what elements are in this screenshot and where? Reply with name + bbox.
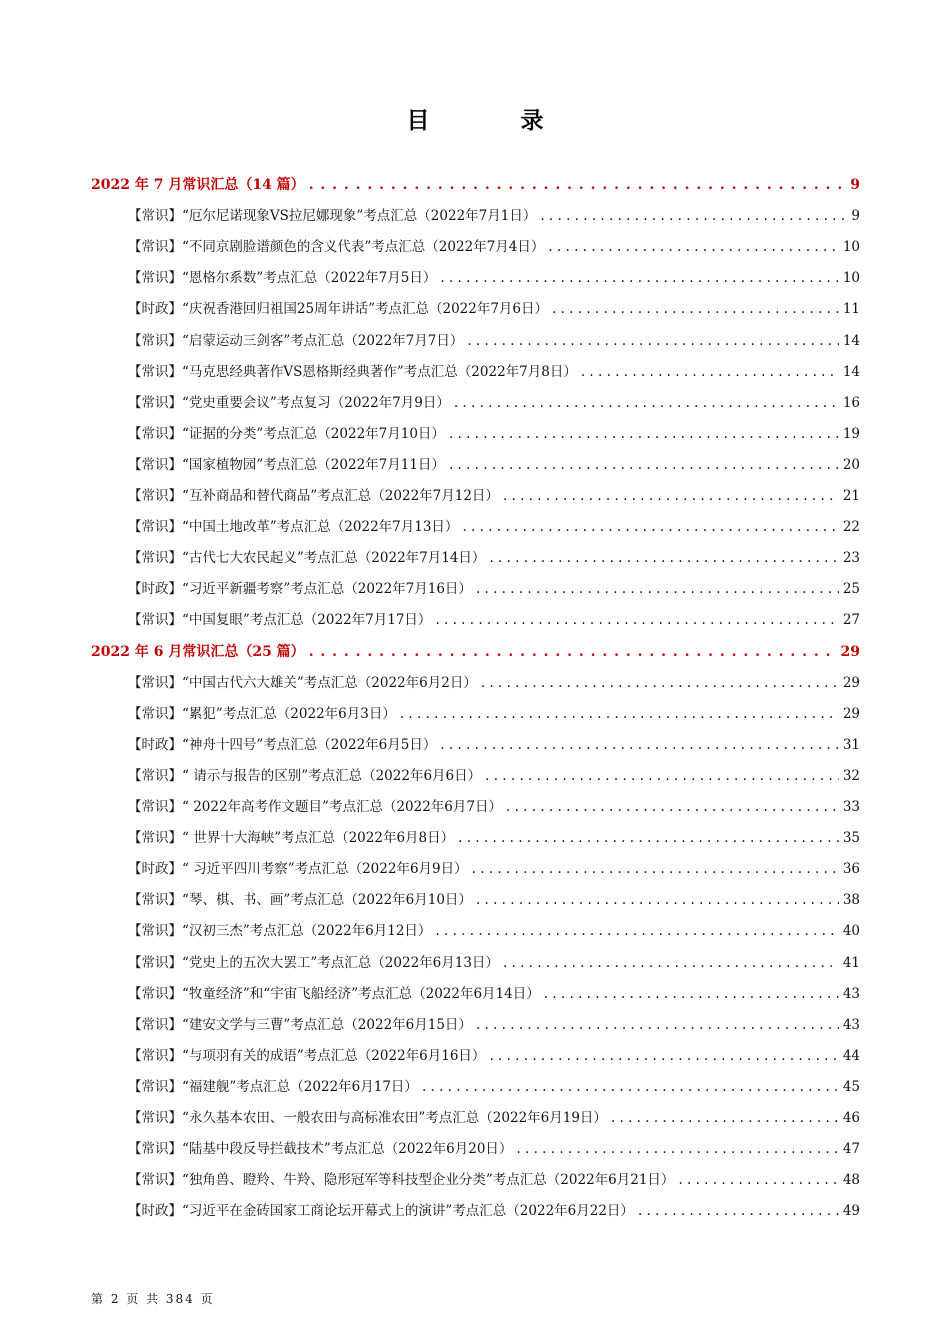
toc-entry-title: 【常识】“陆基中段反导拦截技术”考点汇总（2022年6月20日） [128, 1141, 513, 1158]
toc-entry-title: 【常识】“汉初三杰”考点汇总（2022年6月12日） [128, 923, 432, 940]
toc-entry-title: 【常识】“ 世界十大海峡”考点汇总（2022年6月8日） [128, 830, 455, 847]
toc-entry-title: 【常识】“中国复眼”考点汇总（2022年7月17日） [128, 612, 432, 629]
toc-page-number: 14 [842, 332, 860, 349]
dot-leader [476, 887, 839, 913]
toc-page-number: 9 [851, 208, 860, 225]
dot-leader [544, 981, 839, 1007]
toc-entry-title: 【常识】“建安文学与三曹”考点汇总（2022年6月15日） [128, 1016, 472, 1033]
dot-leader [309, 172, 847, 198]
toc-entry[interactable] [128, 887, 860, 913]
toc-entry[interactable] [128, 670, 860, 696]
toc-entry[interactable] [128, 918, 860, 944]
dot-leader [503, 483, 839, 509]
toc-entry-title: 【常识】“马克思经典著作VS恩格斯经典著作”考点汇总（2022年7月8日） [128, 363, 577, 380]
toc-page-number: 36 [842, 861, 860, 878]
dot-leader [481, 670, 839, 696]
toc-entry[interactable] [128, 203, 860, 229]
toc-page-number: 19 [842, 425, 860, 442]
toc-entry-title: 【常识】“厄尔尼诺现象VS拉尼娜现象”考点汇总（2022年7月1日） [128, 208, 537, 225]
dot-leader [309, 639, 837, 665]
toc-page-number: 10 [842, 270, 860, 287]
toc-entry[interactable] [128, 234, 860, 260]
toc-entry-title: 【时政】“习近平新疆考察”考点汇总（2022年7月16日） [128, 581, 472, 598]
toc-entry-title: 【常识】“互补商品和替代商品”考点汇总（2022年7月12日） [128, 488, 499, 504]
toc-entry-title: 【常识】“琴、棋、书、画”考点汇总（2022年6月10日） [128, 892, 472, 909]
toc-entry[interactable] [128, 359, 860, 385]
dot-leader [516, 1136, 838, 1162]
dot-leader [476, 576, 839, 602]
page-title: 目 录 [406, 108, 578, 134]
dot-leader [435, 918, 838, 944]
dot-leader [440, 732, 838, 758]
toc-page-number: 41 [842, 954, 860, 971]
dot-leader [454, 390, 839, 416]
dot-leader [678, 1167, 838, 1193]
toc-page-number: 43 [842, 985, 860, 1002]
toc-entry[interactable] [128, 981, 860, 1007]
toc-page-number: 43 [842, 1016, 860, 1033]
toc-section-label: 2022 年 6 月常识汇总（25 篇） [91, 643, 305, 660]
toc-entry[interactable] [128, 701, 860, 727]
dot-leader [489, 545, 838, 571]
toc-page-number: 14 [842, 363, 860, 380]
toc-entry[interactable] [128, 794, 860, 820]
toc-entry-title: 【常识】“不同京剧脸谱颜色的含义代表”考点汇总（2022年7月4日） [128, 239, 545, 256]
toc-entry[interactable] [128, 1167, 860, 1193]
toc-entry[interactable] [128, 732, 860, 758]
toc-entry[interactable] [128, 1043, 860, 1069]
toc-page-number: 9 [850, 177, 860, 193]
toc-page-number: 25 [842, 581, 860, 598]
toc-entry-title: 【常识】“中国土地改革”考点汇总（2022年7月13日） [128, 519, 459, 536]
dot-leader [400, 701, 839, 727]
dot-leader [552, 296, 839, 322]
toc-entry-title: 【常识】“独角兽、瞪羚、牛羚、隐形冠军等科技型企业分类”考点汇总（2022年6月21日） [128, 1172, 675, 1189]
toc-entry[interactable] [128, 856, 860, 882]
toc-page-number: 22 [842, 519, 860, 536]
toc-entry-title: 【常识】“恩格尔系数”考点汇总（2022年7月5日） [128, 270, 437, 287]
toc-entry[interactable] [128, 950, 860, 976]
toc-page-number: 29 [842, 674, 860, 691]
toc-page-number: 47 [842, 1141, 860, 1158]
page-footer: 第 2 页 共 384 页 [91, 1292, 215, 1306]
toc-page-number: 29 [840, 643, 860, 660]
toc-page-number: 31 [842, 736, 860, 753]
toc-entry-title: 【常识】“牧童经济”和“宇宙飞船经济”考点汇总（2022年6月14日） [128, 985, 540, 1002]
toc-entry-title: 【常识】“证据的分类”考点汇总（2022年7月10日） [128, 425, 445, 442]
toc-entry-title: 【时政】“神舟十四号”考点汇总（2022年6月5日） [128, 736, 437, 753]
toc-page-number: 10 [842, 239, 860, 256]
toc-entry[interactable] [128, 1198, 860, 1224]
toc-entry-title: 【常识】“福建舰”考点汇总（2022年6月17日） [128, 1078, 418, 1095]
dot-leader [476, 1012, 839, 1038]
toc-page-number: 48 [842, 1172, 860, 1189]
dot-leader [435, 607, 838, 633]
dot-leader [489, 1043, 838, 1069]
dot-leader [472, 856, 839, 882]
toc-entry[interactable] [128, 1136, 860, 1162]
toc-entry-title: 【常识】“古代七大农民起义”考点汇总（2022年7月14日） [128, 550, 486, 567]
toc-page-number: 45 [842, 1078, 860, 1095]
toc-page-number: 27 [842, 612, 860, 629]
toc-section-heading[interactable] [91, 172, 860, 198]
toc-page-number: 16 [842, 394, 860, 411]
toc-entry-title: 【常识】“启蒙运动三剑客”考点汇总（2022年7月7日） [128, 332, 464, 349]
toc-page-number: 46 [842, 1110, 860, 1126]
dot-leader [467, 328, 838, 354]
toc-page-number: 35 [842, 830, 860, 847]
toc-entry[interactable] [128, 545, 860, 571]
toc-page-number: 11 [842, 301, 860, 318]
dot-leader [449, 421, 839, 447]
toc-entry[interactable] [128, 421, 860, 447]
toc-page-number: 23 [842, 550, 860, 567]
toc-entry[interactable] [128, 763, 860, 789]
dot-leader [485, 763, 839, 789]
dot-leader [611, 1105, 839, 1131]
toc-page-number: 32 [842, 767, 860, 784]
dot-leader [458, 825, 839, 851]
dot-leader [422, 1074, 839, 1100]
toc-entry[interactable] [128, 483, 860, 509]
toc-page-number: 38 [842, 892, 860, 909]
toc-entry-title: 【常识】“ 请示与报告的区别”考点汇总（2022年6月6日） [128, 767, 482, 784]
toc-entry[interactable] [128, 452, 860, 478]
toc-entry[interactable] [128, 825, 860, 851]
dot-leader [548, 234, 838, 260]
toc-entry[interactable] [128, 390, 860, 416]
toc-entry-title: 【常识】“ 2022年高考作文题目”考点汇总（2022年6月7日） [128, 799, 502, 815]
dot-leader [462, 514, 838, 540]
toc-entry-title: 【常识】“中国古代六大雄关”考点汇总（2022年6月2日） [128, 674, 477, 691]
dot-leader [449, 452, 839, 478]
toc-entry[interactable] [128, 1105, 860, 1131]
toc-entry[interactable] [128, 265, 860, 291]
toc-page-number: 49 [842, 1203, 860, 1220]
toc-entry-title: 【时政】“ 习近平四川考察”考点汇总（2022年6月9日） [128, 861, 468, 878]
toc-entry-title: 【常识】“与项羽有关的成语”考点汇总（2022年6月16日） [128, 1047, 486, 1064]
toc-entry-title: 【常识】“党史上的五次大罢工”考点汇总（2022年6月13日） [128, 954, 499, 971]
toc-page-number: 33 [842, 799, 860, 815]
toc-page-number: 44 [842, 1047, 860, 1064]
toc-page-number: 20 [842, 456, 860, 473]
dot-leader [638, 1198, 839, 1224]
dot-leader [581, 359, 839, 385]
toc-entry[interactable] [128, 1012, 860, 1038]
toc-section-label: 2022 年 7 月常识汇总（14 篇） [91, 177, 305, 193]
dot-leader [540, 203, 847, 229]
toc-section-heading[interactable] [91, 639, 860, 665]
dot-leader [440, 265, 838, 291]
toc-entry[interactable] [128, 607, 860, 633]
toc-entry-title: 【常识】“永久基本农田、一般农田与高标准农田”考点汇总（2022年6月19日） [128, 1110, 607, 1126]
toc-entry-title: 【时政】“习近平在金砖国家工商论坛开幕式上的演讲”考点汇总（2022年6月22日） [128, 1203, 634, 1220]
toc-page-number: 29 [842, 705, 860, 722]
toc-entry[interactable] [128, 514, 860, 540]
toc-page-number: 40 [842, 923, 860, 940]
toc-entry[interactable] [128, 576, 860, 602]
toc-entry-title: 【常识】“国家植物园”考点汇总（2022年7月11日） [128, 456, 445, 473]
toc-page-number: 21 [842, 488, 860, 504]
dot-leader [503, 950, 839, 976]
toc-entry-title: 【常识】“累犯”考点汇总（2022年6月3日） [128, 705, 396, 722]
toc-entry[interactable] [128, 328, 860, 354]
toc-entry[interactable] [128, 296, 860, 322]
toc-entry-title: 【时政】“庆祝香港回归祖国25周年讲话”考点汇总（2022年7月6日） [128, 301, 549, 318]
toc-entry-title: 【常识】“党史重要会议”考点复习（2022年7月9日） [128, 394, 450, 411]
dot-leader [506, 794, 839, 820]
toc-entry[interactable] [128, 1074, 860, 1100]
